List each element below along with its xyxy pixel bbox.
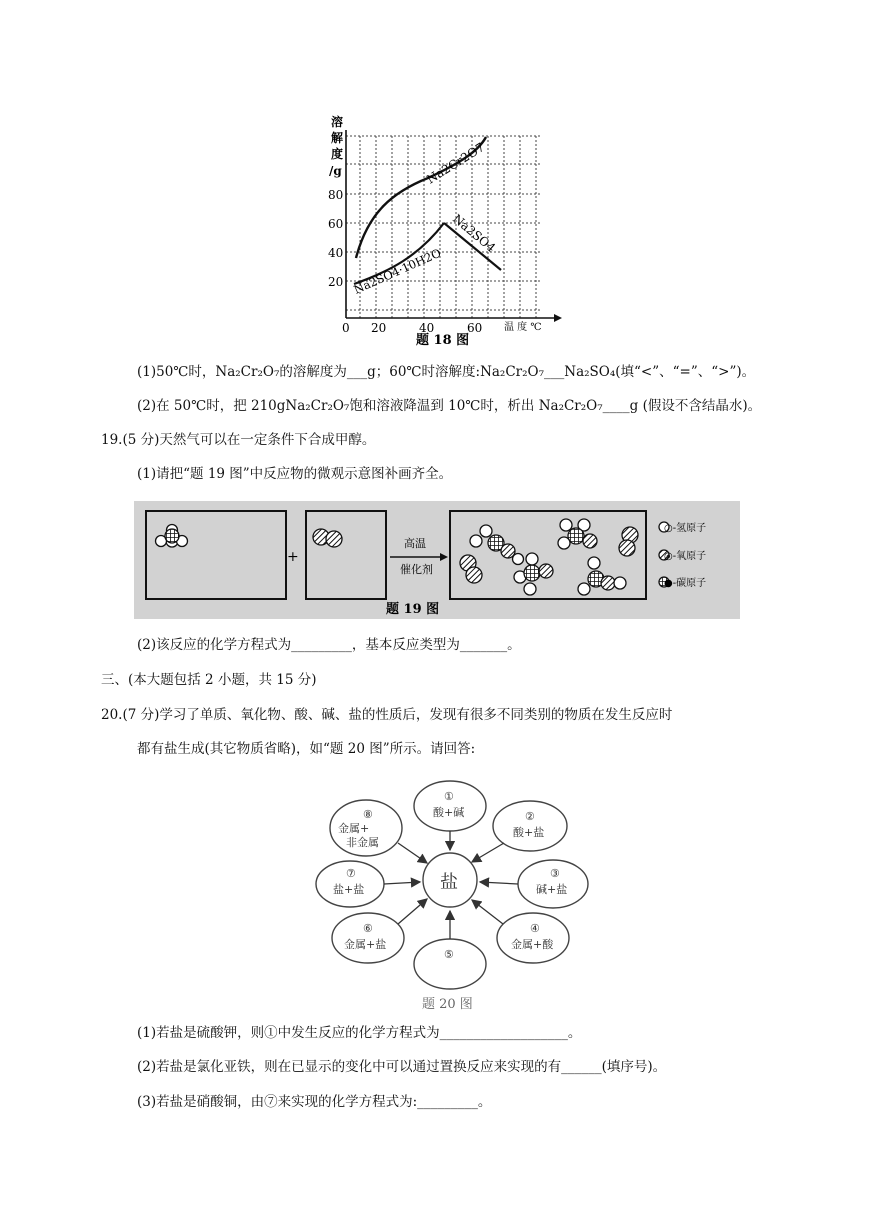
figure-19 bbox=[134, 501, 740, 619]
q20-part2: (2)若盐是氯化亚铁，则在已显示的变化中可以通过置换反应来实现的有______(填序号)。 bbox=[137, 1059, 667, 1075]
node-5 bbox=[414, 939, 486, 989]
legend-carbon: ●-碳原子 bbox=[664, 578, 707, 589]
y-tick-20: 20 bbox=[328, 275, 344, 289]
methanol-molecule-1 bbox=[470, 525, 524, 565]
x-axis-label: 温 度 ℃ bbox=[504, 322, 542, 333]
y-tick-80: 80 bbox=[328, 188, 344, 202]
node-8-num: ⑧ bbox=[363, 808, 373, 821]
reactant-box-1 bbox=[146, 511, 286, 599]
plus-sign: + bbox=[287, 549, 299, 565]
label-na2cr2o7: Na2Cr2O7 bbox=[424, 140, 487, 187]
legend bbox=[659, 521, 706, 589]
oxygen-molecule-2 bbox=[460, 555, 482, 583]
x-tick-40: 40 bbox=[419, 321, 435, 335]
node-3-num: ③ bbox=[550, 867, 560, 880]
x-tick-60: 60 bbox=[467, 321, 483, 335]
figure-18 bbox=[318, 112, 578, 348]
y-label-2: 解 bbox=[331, 131, 344, 145]
methanol-molecule-2 bbox=[558, 519, 597, 549]
reactant-box-2 bbox=[306, 511, 386, 599]
legend-hydrogen: ○-氢原子 bbox=[664, 523, 707, 534]
node-3-text: 碱+盐 bbox=[536, 883, 568, 896]
legend-oxygen: ◎-氧原子 bbox=[664, 551, 707, 562]
y-tick-60: 60 bbox=[328, 217, 344, 231]
q18-part1: (1)50℃时，Na₂Cr₂O₇的溶解度为___g；60℃时溶解度:Na₂Cr₂O₇___Na₂SO₄(填“<”、“=”、“>”)。 bbox=[137, 364, 756, 380]
methane-molecule bbox=[156, 525, 188, 548]
node-5-num: ⑤ bbox=[444, 948, 454, 961]
q18-part2: (2)在 50℃时，把 210gNa₂Cr₂O₇饱和溶液降温到 10℃时，析出 Na₂Cr₂O₇____g (假设不含结晶水)。 bbox=[137, 398, 762, 414]
node-7-text: 盐+盐 bbox=[333, 883, 365, 896]
y-label-1: 溶 bbox=[331, 115, 344, 129]
salt-formation-diagram bbox=[310, 776, 600, 1016]
molecule-diagram bbox=[134, 501, 740, 619]
methanol-molecule-4 bbox=[578, 557, 626, 595]
condition-bottom: 催化剂 bbox=[400, 563, 433, 576]
node-6-text: 金属+盐 bbox=[344, 938, 387, 951]
node-8-text-line2: 非金属 bbox=[346, 836, 379, 849]
center-label: 盐 bbox=[440, 872, 458, 893]
q19-part1: (1)请把“题 19 图”中反应物的微观示意图补画齐全。 bbox=[137, 466, 453, 482]
condition-top: 高温 bbox=[404, 537, 426, 550]
q20-part3: (3)若盐是硝酸铜，由⑦来实现的化学方程式为:_________。 bbox=[137, 1094, 492, 1110]
y-tick-40: 40 bbox=[328, 246, 344, 260]
node-4-text: 金属+酸 bbox=[511, 938, 554, 951]
node-1-text: 酸+碱 bbox=[433, 806, 465, 819]
y-label-3: 度 bbox=[331, 147, 344, 161]
node-6-num: ⑥ bbox=[363, 922, 373, 935]
x-tick-0: 0 bbox=[342, 321, 350, 335]
label-na2so4-10h2o: Na2SO4·10H2O bbox=[351, 245, 444, 297]
x-tick-20: 20 bbox=[371, 321, 387, 335]
figure-20 bbox=[310, 776, 600, 1016]
section-3-heading: 三、(本大题包括 2 小题，共 15 分) bbox=[101, 672, 317, 688]
oxygen-molecule-3 bbox=[619, 527, 638, 556]
solubility-chart bbox=[318, 112, 578, 348]
q20-part1: (1)若盐是硫酸钾，则①中发生反应的化学方程式为___________________。 bbox=[137, 1025, 582, 1041]
caption-19: 题 19 图 bbox=[386, 602, 440, 617]
y-label-4: /g bbox=[329, 164, 342, 178]
node-8-text-line1: 金属+ bbox=[338, 822, 370, 835]
label-na2so4: Na2SO4 bbox=[450, 211, 499, 256]
q20-stem-line2: 都有盐生成(其它物质省略)，如“题 20 图”所示。请回答: bbox=[137, 741, 476, 757]
node-2-num: ② bbox=[525, 810, 535, 823]
caption-18: 题 18 图 bbox=[416, 333, 470, 348]
q19-part2: (2)该反应的化学方程式为_________，基本反应类型为_______。 bbox=[137, 637, 521, 653]
q20-stem-line1: 20.(7 分)学习了单质、氧化物、酸、碱、盐的性质后，发现有很多不同类别的物质在发生反应时 bbox=[101, 707, 673, 723]
node-2-text: 酸+盐 bbox=[513, 826, 545, 839]
node-7-num: ⑦ bbox=[346, 867, 356, 880]
node-1-num: ① bbox=[444, 790, 454, 803]
q19-stem: 19.(5 分)天然气可以在一定条件下合成甲醇。 bbox=[101, 432, 376, 448]
node-4-num: ④ bbox=[530, 922, 540, 935]
oxygen-molecule bbox=[313, 529, 342, 547]
caption-20: 题 20 图 bbox=[422, 997, 473, 1012]
